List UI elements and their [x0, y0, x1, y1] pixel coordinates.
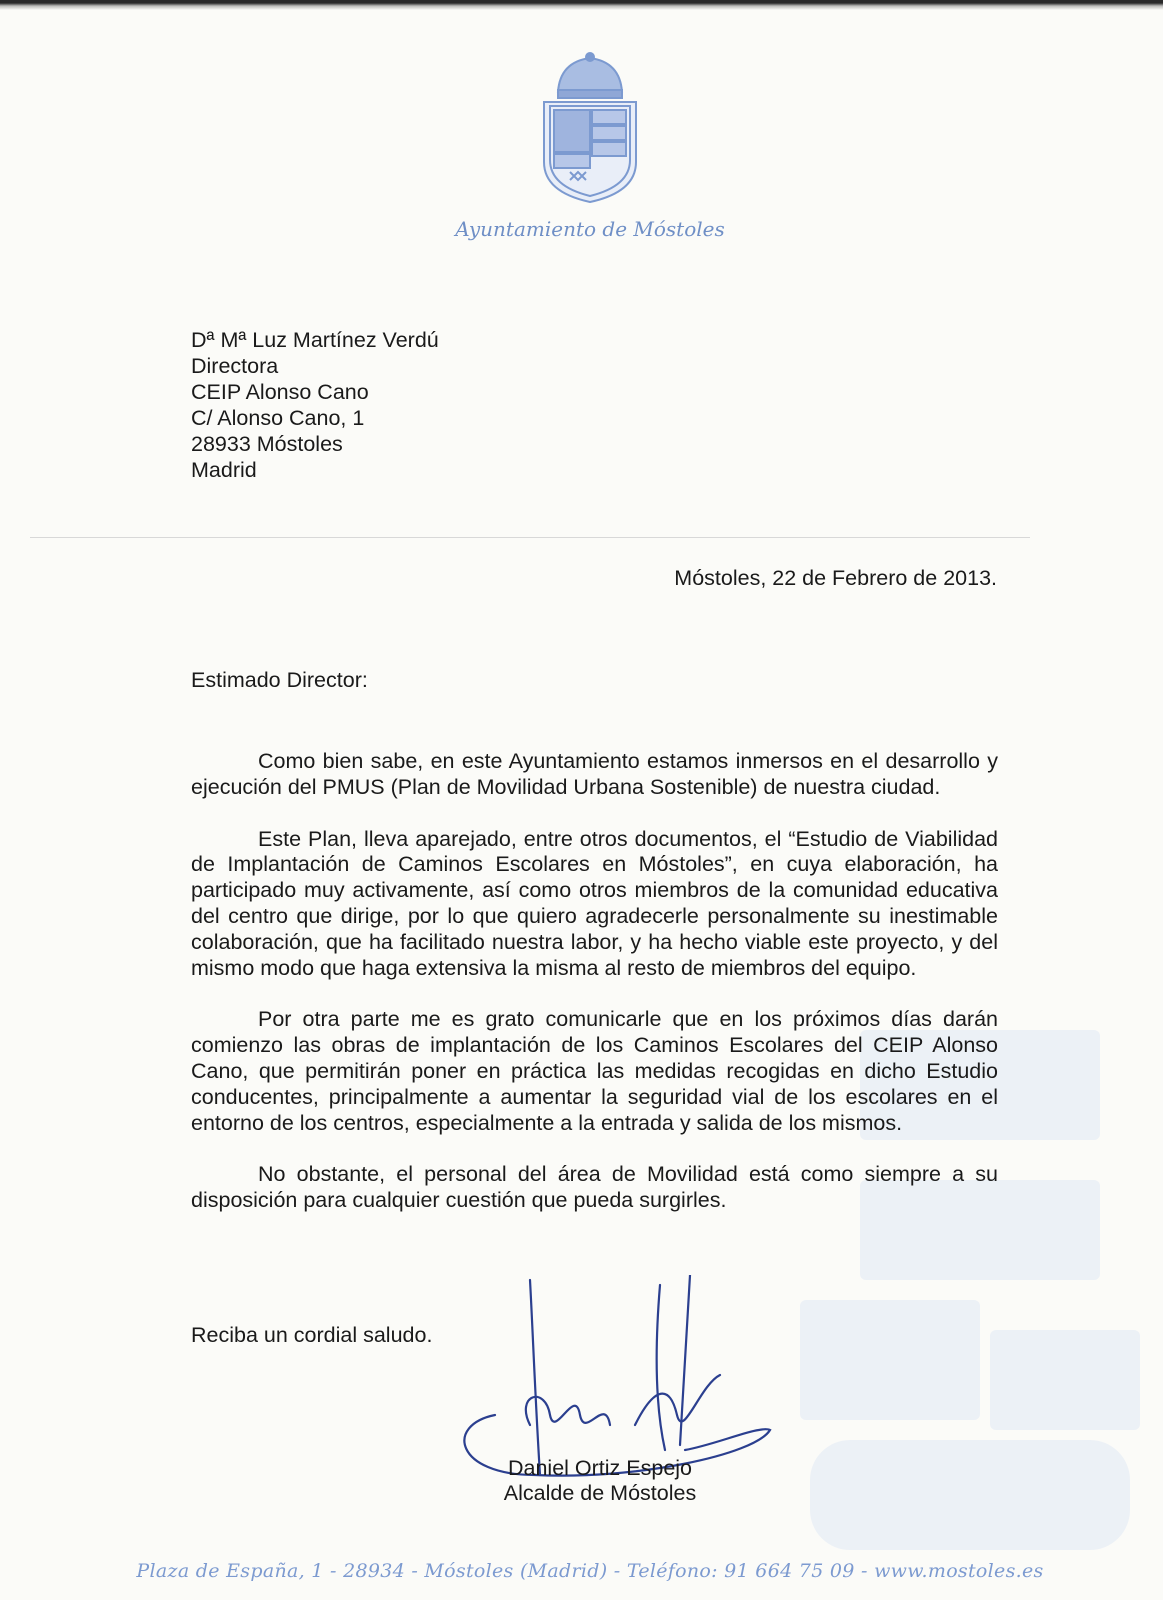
recipient-line: Dª Mª Luz Martínez Verdú [191, 328, 439, 352]
recipient-line: CEIP Alonso Cano [191, 380, 369, 404]
fold-line [30, 537, 1030, 538]
handwritten-signature-icon [455, 1275, 805, 1485]
signer-name: Daniel Ortiz Espejo [507, 1456, 693, 1480]
signer-title: Alcalde de Móstoles [503, 1481, 697, 1505]
coat-of-arms-icon [530, 52, 650, 207]
recipient-line: 28933 Móstoles [191, 432, 343, 456]
body-paragraph: Por otra parte me es grato comunicarle que en los próximos días darán comienzo las obras de implantación de los Caminos Escolares del CEIP Alonso Cano, que permitirán poner en práctica las medidas recogidas en dicho Estudio conducentes, principalmente a aumentar la seguridad vial de los escolares en el entorno de los centros, especialmente a la entrada y salida de los mismos. [191, 1007, 998, 1135]
letterhead-footer: Plaza de España, 1 - 28934 - Móstoles (Madrid) - Teléfono: 91 664 75 09 - www.mostoles.es [136, 1560, 1044, 1582]
body-paragraph: Como bien sabe, en este Ayuntamiento estamos inmersos en el desarrollo y ejecución del PMUS (Plan de Movilidad Urbana Sostenible) de nuestra ciudad. [191, 749, 998, 799]
body-paragraph: No obstante, el personal del área de Movilidad está como siempre a su disposición para cualquier cuestión que pueda surgirles. [191, 1162, 998, 1213]
letter-body [191, 749, 998, 1240]
letter-date: Móstoles, 22 de Febrero de 2013. [674, 566, 997, 590]
closing: Reciba un cordial saludo. [191, 1323, 433, 1347]
city-council-name: Ayuntamiento de Móstoles [455, 217, 725, 241]
scan-top-edge [0, 0, 1163, 10]
recipient-line: Madrid [191, 458, 257, 482]
signer-block [480, 1456, 720, 1506]
salutation: Estimado Director: [191, 668, 368, 692]
recipient-line: C/ Alonso Cano, 1 [191, 406, 365, 430]
recipient-line: Directora [191, 354, 279, 378]
body-paragraph: Este Plan, lleva aparejado, entre otros documentos, el “Estudio de Viabilidad de Implantación de Caminos Escolares en Móstoles”, en cuya elaboración, ha participado muy activamente, así como otros miembros de la comunidad educativa del centro que dirige, por lo que quiero agradecerle personalmente su inestimable colaboración, que ha facilitado nuestra labor, y ha hecho viable este proyecto, y del mismo modo que haga extensiva la misma al resto de miembros del equipo. [191, 826, 998, 980]
recipient-address [191, 327, 439, 483]
